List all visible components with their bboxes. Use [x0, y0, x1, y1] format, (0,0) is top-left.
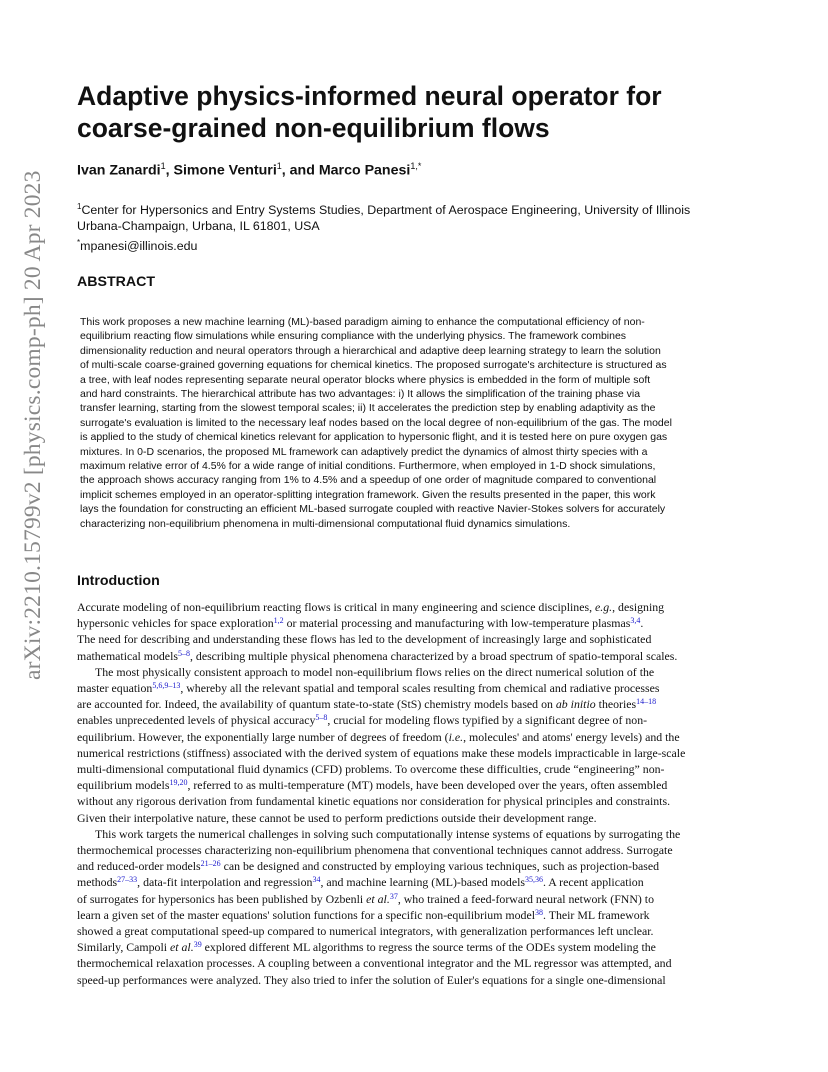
paper-title: [77, 80, 777, 144]
citation-link[interactable]: 37: [389, 891, 398, 901]
body-line: mathematical models$^{5-8}$, describing multiple physical phenomena characterized by a broad spectrum of spatio-temporal scales.: [77, 648, 678, 663]
abstract-line: equilibrium reacting flow simulations while ensuring compliance with the underlying physics. The framework combines: [80, 330, 627, 343]
body-line: Similarly, Campoli et al.$^{39}$ explored different ML algorithms to regress the source terms of the ODEs system modeling the: [77, 940, 656, 955]
author-name: Marco Panesi: [318, 162, 411, 179]
citation-link[interactable]: 27–33: [117, 875, 138, 885]
author-separator: ,: [165, 162, 174, 179]
affiliation-line: Urbana-Champaign, Urbana, IL 61801, USA: [77, 219, 320, 234]
corresponding-mark: *: [77, 237, 81, 247]
body-line: master equation$^{5,6,9-13}$, whereby all the relevant spatial and temporal scales resulting from chemical and radiative processes: [77, 681, 660, 696]
abstract-line: transfer learning, starting from the slowest temporal scales; ii) It accelerates the prediction step by enabling adaptivity as the: [80, 402, 656, 415]
body-line: hypersonic vehicles for space exploration$^{1,2}$ or material processing and manufacturing with low-temperature plasmas$^{3,4}$.: [77, 616, 644, 631]
abstract-text: [80, 315, 752, 531]
affiliation-line: [77, 199, 757, 218]
abstract-line: maximum relative error of 4.5% for a wide range of initial conditions. Furthermore, when employed in 1-D shock simulations,: [80, 460, 656, 473]
body-line: and reduced-order models$^{21-26}$ can be designed and constructed by employing various techniques, such as projection-based: [77, 859, 660, 874]
affiliation-mark: 1: [77, 202, 82, 211]
citation-link[interactable]: 39: [193, 940, 202, 950]
contact-email: [77, 235, 757, 254]
citation-link[interactable]: 34: [312, 875, 321, 885]
abstract-line: implicit schemes employed in an operator-splitting integration framework. Given the results presented in the paper, this work: [80, 488, 656, 501]
affiliation-mark: 1,*: [410, 161, 422, 171]
body-line: of surrogates for hypersonics has been published by Ozbenli et al.$^{37}$, who trained a feed-forward neural network (FNN) to: [77, 891, 655, 906]
abstract-line: is applied to the study of chemical kinetics relevant for application to hypersonic flight, and it is tested here on pure oxygen gas: [80, 431, 668, 444]
email-text: mpanesi@illinois.edu: [80, 238, 198, 253]
body-line: speed-up performances were analyzed. They also tried to infer the solution of Euler's equations for a single one-dimensional: [77, 972, 666, 987]
body-line: The most physically consistent approach to model non-equilibrium flows relies on the direct numerical solution of the: [95, 664, 655, 679]
citation-link[interactable]: 19,20: [169, 778, 188, 788]
body-line: equilibrium models$^{19,20}$, referred to as multi-temperature (MT) models, have been developed over the years, often assembled: [77, 778, 668, 793]
affiliation-mark: 1: [160, 161, 166, 171]
abstract-line: This work proposes a new machine learning (ML)-based paradigm aiming to enhance the computational efficiency of non-: [80, 316, 645, 328]
abstract-line: characterizing non-equilibrium phenomena in multi-dimensional computational fluid dynamics simulations.: [80, 517, 571, 530]
citation-link[interactable]: 5–8: [177, 648, 190, 658]
abstract-line: a tree, with leaf nodes representing separate neural operator blocks where physics is embedded in the form of multiple soft: [80, 373, 651, 386]
body-line: Given their interpolative nature, these cannot be used to perform predictions outside their development range.: [77, 810, 597, 825]
title-line-2: coarse-grained non-equilibrium flows: [77, 113, 550, 143]
body-line: are accounted for. Indeed, the availability of quantum state-to-state (StS) chemistry models based on ab initio theories$^{14-18}$: [77, 697, 657, 712]
title-line-1: Adaptive physics-informed neural operator for: [77, 81, 662, 111]
body-line: Accurate modeling of non-equilibrium reacting flows is critical in many engineering and science disciplines, e.g., designing: [77, 600, 665, 614]
affiliation-text: Center for Hypersonics and Entry Systems Studies, Department of Aerospace Engineering, University of Illinois: [81, 203, 691, 218]
abstract-line: mixtures. In 0-D scenarios, the proposed ML framework can adaptively predict the dynamics of almost thirty species with a: [80, 445, 648, 458]
body-line: thermochemical processes characterizing non-equilibrium phenomena that conventional techniques cannot address. Surrogate: [77, 843, 673, 858]
body-line: methods$^{27-33}$, data-fit interpolation and regression$^{34}$, and machine learning (ML)-based models$^{35,36}$. A recent application: [77, 875, 644, 890]
abstract-line: and hard constraints. The hierarchical attribute has two advantages: i) It allows the simplification of the training phase via: [80, 388, 641, 401]
abstract-line: dimensionality reduction and neural operators through a hierarchical and adaptive deep learning strategy to learn the solution: [80, 344, 661, 357]
abstract-line: the approach shows accuracy ranging from 1% to 4.5% and a speedup of one order of magnitude compared to conventional: [80, 474, 657, 487]
body-line: numerical restrictions (stiffness) associated with the derived system of equations make these models impracticable in large-scale: [77, 745, 686, 760]
abstract-heading: ABSTRACT: [77, 274, 156, 290]
citation-link[interactable]: 14–18: [636, 697, 657, 707]
author-name: Simone Venturi: [173, 162, 277, 179]
abstract-line: surrogate's evaluation is limited to the necessary leaf nodes based on the local degree of non-equilibrium of the gas. The model: [80, 416, 672, 429]
affiliation-mark: 1: [276, 161, 282, 171]
affiliation-block: [77, 199, 757, 254]
citation-link[interactable]: 5–8: [315, 713, 328, 723]
citation-link[interactable]: 38: [535, 907, 543, 917]
body-line: thermochemical relaxation processes. A coupling between a conventional integrator and the ML regressor was attempted, and: [77, 956, 672, 971]
author-list: [77, 161, 421, 179]
citation-link[interactable]: 3,4: [630, 616, 641, 626]
section-heading-introduction: Introduction: [77, 573, 160, 589]
body-line: learn a given set of the master equations' solution functions for a specific non-equilibrium model$^{38}$. Their ML framework: [77, 907, 650, 922]
abstract-line: of multi-scale coarse-grained governing equations for chemical kinetics. The proposed surrogate's architecture is structured as: [80, 359, 667, 372]
abstract-line: lays the foundation for constructing an efficient ML-based surrogate coupled with reactive Navier-Stokes solvers for accurately: [80, 503, 666, 516]
body-line: without any rigorous derivation from fundamental kinetic equations nor consideration for physical principles and constraints.: [77, 794, 671, 809]
citation-link[interactable]: 5,6,9–13: [152, 681, 181, 691]
arxiv-identifier-stamp: arXiv:2210.15799v2 [physics.comp-ph] 20 Apr 2023: [20, 170, 46, 680]
author-name: Ivan Zanardi: [77, 162, 161, 179]
body-line: showed a great computational speed-up compared to numerical integrators, with generalization performances left unclear.: [77, 924, 654, 939]
body-line: This work targets the numerical challenges in solving such computationally intense systems of equations by surrogating the: [95, 826, 681, 841]
introduction-body: [77, 599, 753, 988]
body-line: equilibrium. However, the exponentially large number of degrees of freedom (i.e., molecules' and atoms' energy levels) and the: [77, 729, 680, 744]
author-separator: , and: [281, 162, 319, 179]
citation-link[interactable]: 35,36: [525, 875, 544, 885]
body-line: The need for describing and understanding these flows has led to the development of increasingly large and sophisticated: [77, 632, 652, 647]
body-line: enables unprecedented levels of physical accuracy$^{5-8}$, crucial for modeling flows typified by a significant degree of non-: [77, 713, 648, 728]
citation-link[interactable]: 21–26: [200, 859, 221, 869]
body-line: multi-dimensional computational fluid dynamics (CFD) problems. To overcome these difficulties, crude “engineering” non-: [77, 762, 665, 777]
citation-link[interactable]: 1,2: [273, 616, 284, 626]
